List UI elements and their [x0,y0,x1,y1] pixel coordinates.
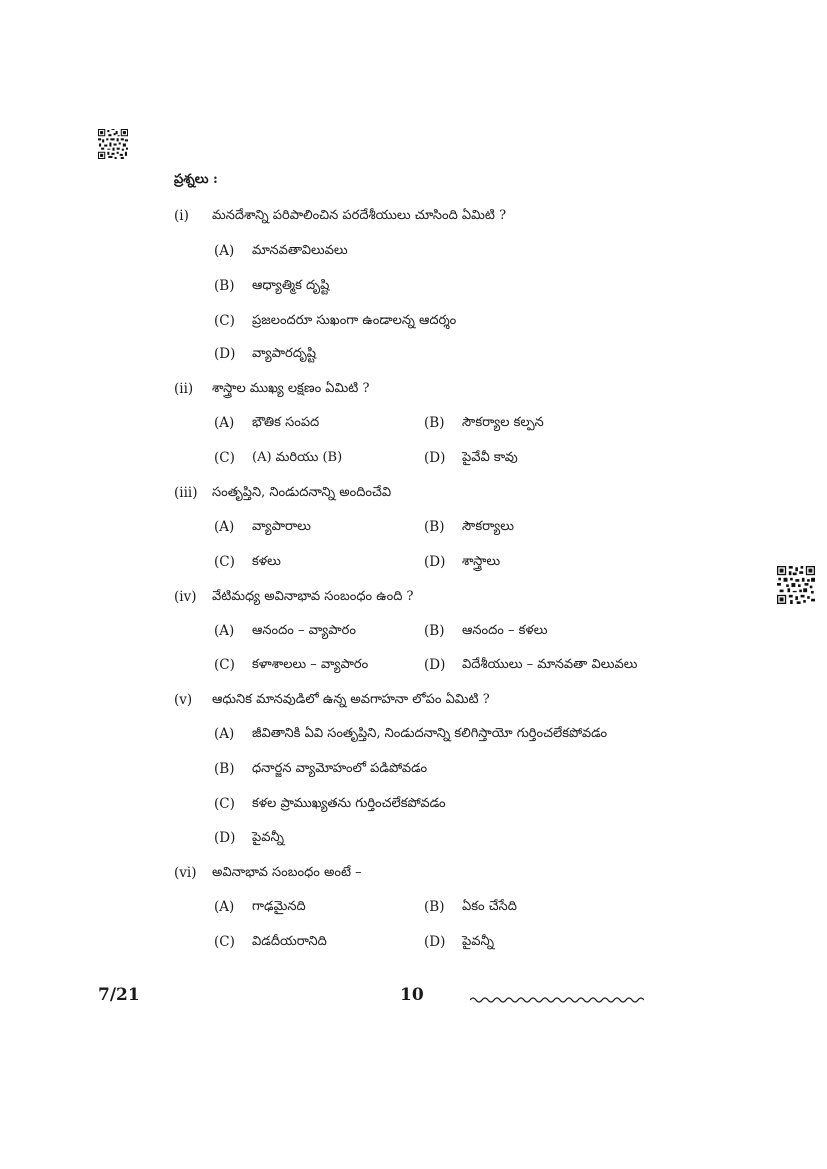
question-number: (iii) [174,485,198,501]
option-text: (A) మరియు (B) [252,450,343,465]
option-label: (D) [214,830,236,846]
question-number: (v) [174,692,193,708]
option-text: విడదీయరానిది [252,934,327,949]
option-text: విదేశీయులు – మానవతా విలువలు [462,657,638,672]
option-label: (A) [214,899,235,915]
option-text: జీవితానికి ఏవి సంతృప్తిని, నిండుదనాన్ని కలిగిస్తాయో గుర్తించలేకపోవడం [252,726,608,741]
option-label: (B) [214,761,235,777]
option-label: (C) [214,657,235,673]
option-text: ఆనందం – కళలు [462,623,548,638]
option-label: (B) [424,415,445,431]
option-text: మానవతావిలువలు [252,243,348,258]
option-label: (D) [424,934,446,950]
option-text: పైవన్నీ [462,934,495,949]
option-label: (B) [424,519,445,535]
option-label: (A) [214,726,235,742]
qr-code-icon [98,129,128,159]
option-label: (A) [214,519,235,535]
option-text: వ్యాపారదృష్టి [252,346,316,361]
option-text: సౌకర్యాలు [462,519,514,534]
question-text: సంతృప్తిని, నిండుదనాన్ని అందించేవి [212,485,392,500]
question-number: (i) [174,208,189,224]
question-number: (iv) [174,589,197,605]
option-label: (D) [424,450,446,466]
option-text: భౌతిక సంపద [252,415,320,430]
option-label: (B) [424,899,445,915]
question-text: మనదేశాన్ని పరిపాలించిన పరదేశీయులు చూసింది ఏమిటి ? [212,208,507,223]
questions-heading: ప్రశ్నలు : [174,172,218,187]
page-number: 10 [400,985,424,1005]
question-number: (ii) [174,381,194,397]
question-text: అవినాభావ సంబంధం అంటే – [212,865,362,880]
option-text: కళలు [252,554,281,569]
option-label: (D) [424,657,446,673]
option-text: సౌకర్యాల కల్పన [462,415,544,430]
option-label: (C) [214,450,235,466]
question-text: శాస్త్రాల ముఖ్య లక్షణం ఏమిటి ? [212,381,370,396]
option-label: (B) [424,623,445,639]
option-label: (C) [214,796,235,812]
option-text: పైవన్నీ [252,830,285,845]
option-text: శాస్త్రాలు [462,554,501,569]
option-text: కళల ప్రాముఖ్యతను గుర్తించలేకపోవడం [252,796,446,811]
option-label: (A) [214,415,235,431]
option-text: పైవేవీ కావు [462,450,518,465]
option-text: ఆనందం – వ్యాపారం [252,623,356,638]
option-text: కళాశాలలు – వ్యాపారం [252,657,369,672]
option-text: ధనార్జన వ్యామోహంలో పడిపోవడం [252,761,428,776]
option-label: (C) [214,313,235,329]
option-label: (C) [214,934,235,950]
option-text: వ్యాపారాలు [252,519,311,534]
option-label: (A) [214,623,235,639]
option-label: (C) [214,554,235,570]
paper-code: 7/21 [98,985,140,1005]
question-text: వేటిమధ్య అవినాభావ సంబంధం ఉంది ? [212,589,414,604]
option-text: ఏకం చేసేది [462,899,517,914]
option-label: (D) [424,554,446,570]
option-label: (B) [214,278,235,294]
question-number: (vi) [174,865,197,881]
option-label: (A) [214,243,235,259]
question-text: ఆధునిక మానవుడిలో ఉన్న అవగాహనా లోపం ఏమిటి ? [212,692,490,707]
qr-code-icon [777,566,815,604]
wavy-line-icon [470,990,644,1009]
option-text: గాఢమైనది [252,899,306,914]
option-text: ప్రజలందరూ సుఖంగా ఉండాలన్న ఆదర్శం [252,313,457,328]
option-label: (D) [214,346,236,362]
option-text: ఆధ్యాత్మిక దృష్టి [252,278,330,293]
